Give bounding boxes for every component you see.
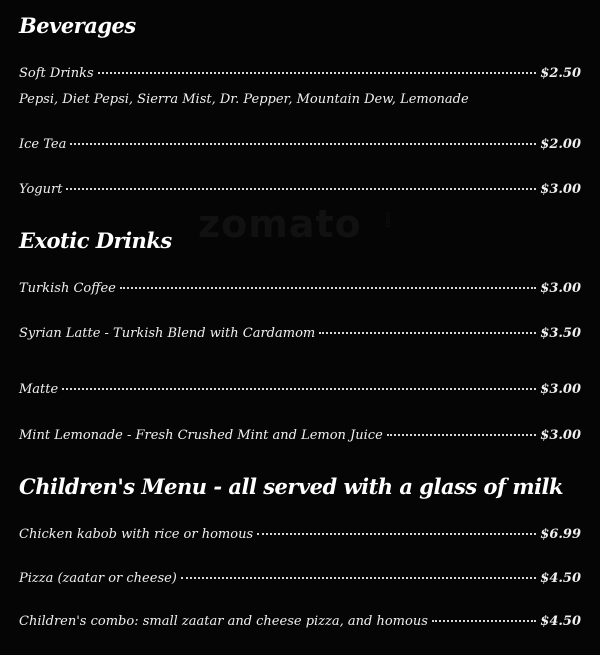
menu-item-price: $3.00 [540,382,581,397]
menu-item-price: $2.50 [540,66,581,81]
menu-item-price: $6.99 [540,527,581,542]
dot-leader [319,332,536,334]
dot-leader [387,434,537,436]
menu-item [19,182,581,198]
menu-item-name: Chicken kabob with rice or homous [19,527,254,542]
dot-leader [62,388,536,390]
section-title-beverages: Beverages [19,13,136,38]
menu-item [19,137,581,153]
menu-item [19,326,581,342]
menu-item-name: Mint Lemonade - Fresh Crushed Mint and Lemon Juice [19,428,383,443]
menu-item-price: $4.50 [540,614,581,629]
menu-item-price: $2.00 [540,137,581,152]
dot-leader [70,143,536,145]
menu-item-name: Soft Drinks [19,66,94,81]
menu-item-name: Pizza (zaatar or cheese) [19,571,177,586]
watermark-suffix: .com [384,210,392,228]
dot-leader [257,533,536,535]
menu-item-name: Ice Tea [19,137,67,152]
section-title-exotic-drinks: Exotic Drinks [19,228,172,253]
menu-item [19,571,581,587]
dot-leader [98,72,537,74]
menu-item-price: $3.00 [540,428,581,443]
menu-item [19,527,581,543]
dot-leader [181,577,536,579]
menu-item [19,382,581,398]
section-title-childrens-menu: Children's Menu - all served with a glass of milk [19,474,564,499]
menu-item-name: Yogurt [19,182,63,197]
menu-item [19,428,581,444]
dot-leader [66,188,536,190]
menu-item-name: Syrian Latte - Turkish Blend with Cardamom [19,326,316,341]
menu-item-price: $3.00 [540,281,581,296]
menu-item [19,614,581,630]
menu-item-price: $4.50 [540,571,581,586]
menu-item-name: Turkish Coffee [19,281,116,296]
dot-leader [432,620,536,622]
menu-item-description: Pepsi, Diet Pepsi, Sierra Mist, Dr. Pepper, Mountain Dew, Lemonade [19,92,469,107]
menu-item-name: Children's combo: small zaatar and cheese pizza, and homous [19,614,428,629]
menu-item-price: $3.50 [540,326,581,341]
menu-item [19,66,581,82]
menu-item-name: Matte [19,382,59,397]
menu-item-price: $3.00 [540,182,581,197]
menu-item [19,281,581,297]
dot-leader [120,287,536,289]
watermark: zomato [198,202,362,246]
